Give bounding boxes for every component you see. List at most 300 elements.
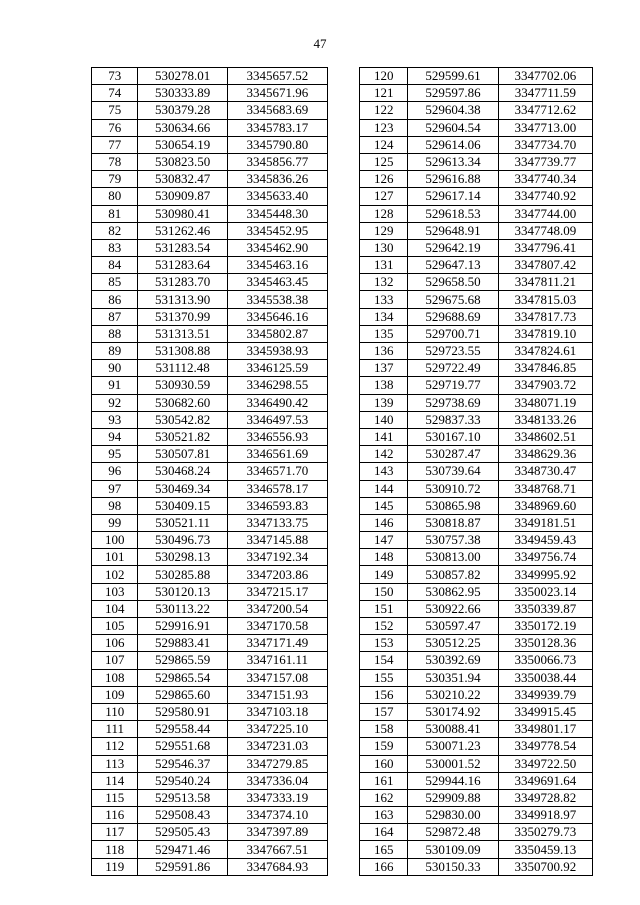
point-number-cell: 101 <box>92 549 138 566</box>
x-coordinate-cell: 530071.23 <box>408 738 498 755</box>
point-number-cell: 93 <box>92 411 138 428</box>
point-number-cell: 120 <box>360 68 408 85</box>
table-row <box>360 549 593 566</box>
table-row <box>92 583 328 600</box>
x-coordinate-cell: 529648.91 <box>408 222 498 239</box>
table-row <box>360 222 593 239</box>
y-coordinate-cell: 3350339.87 <box>498 600 592 617</box>
table-row <box>360 824 593 841</box>
table-row <box>360 532 593 549</box>
y-coordinate-cell: 3346490.42 <box>227 394 327 411</box>
point-number-cell: 94 <box>92 428 138 445</box>
y-coordinate-cell: 3345836.26 <box>227 171 327 188</box>
x-coordinate-cell: 529591.86 <box>138 858 227 875</box>
y-coordinate-cell: 3345683.69 <box>227 102 327 119</box>
point-number-cell: 108 <box>92 669 138 686</box>
y-coordinate-cell: 3347817.73 <box>498 308 592 325</box>
point-number-cell: 77 <box>92 136 138 153</box>
x-coordinate-cell: 530813.00 <box>408 549 498 566</box>
point-number-cell: 97 <box>92 480 138 497</box>
point-number-cell: 100 <box>92 532 138 549</box>
table-row <box>360 428 593 445</box>
page-number: 47 <box>313 36 327 51</box>
y-coordinate-cell: 3347145.88 <box>227 532 327 549</box>
table-row <box>92 858 328 875</box>
table-row <box>92 308 328 325</box>
point-number-cell: 107 <box>92 652 138 669</box>
table-row <box>360 205 593 222</box>
y-coordinate-cell: 3348133.26 <box>498 411 592 428</box>
x-coordinate-cell: 530287.47 <box>408 446 498 463</box>
x-coordinate-cell: 529738.69 <box>408 394 498 411</box>
x-coordinate-cell: 529700.71 <box>408 325 498 342</box>
y-coordinate-cell: 3347133.75 <box>227 514 327 531</box>
point-number-cell: 151 <box>360 600 408 617</box>
y-coordinate-cell: 3345448.30 <box>227 205 327 222</box>
table-row <box>360 858 593 875</box>
y-coordinate-cell: 3347397.89 <box>227 824 327 841</box>
x-coordinate-cell: 530521.11 <box>138 514 227 531</box>
y-coordinate-cell: 3346593.83 <box>227 497 327 514</box>
point-number-cell: 105 <box>92 618 138 635</box>
y-coordinate-cell: 3347824.61 <box>498 343 592 360</box>
point-number-cell: 154 <box>360 652 408 669</box>
point-number-cell: 83 <box>92 239 138 256</box>
y-coordinate-cell: 3349918.97 <box>498 807 592 824</box>
x-coordinate-cell: 529647.13 <box>408 257 498 274</box>
y-coordinate-cell: 3345657.52 <box>227 68 327 85</box>
point-number-cell: 158 <box>360 721 408 738</box>
table-row <box>92 68 328 85</box>
table-row <box>360 291 593 308</box>
table-row <box>92 686 328 703</box>
point-number-cell: 102 <box>92 566 138 583</box>
x-coordinate-cell: 531112.48 <box>138 360 227 377</box>
point-number-cell: 85 <box>92 274 138 291</box>
x-coordinate-cell: 530922.66 <box>408 600 498 617</box>
x-coordinate-cell: 530379.28 <box>138 102 227 119</box>
point-number-cell: 143 <box>360 463 408 480</box>
table-row <box>92 119 328 136</box>
x-coordinate-cell: 529688.69 <box>408 308 498 325</box>
y-coordinate-cell: 3345671.96 <box>227 85 327 102</box>
table-row <box>92 85 328 102</box>
table-row <box>360 68 593 85</box>
point-number-cell: 114 <box>92 772 138 789</box>
y-coordinate-cell: 3347819.10 <box>498 325 592 342</box>
y-coordinate-cell: 3347279.85 <box>227 755 327 772</box>
x-coordinate-cell: 530210.22 <box>408 686 498 703</box>
table-row <box>92 738 328 755</box>
x-coordinate-cell: 529604.38 <box>408 102 498 119</box>
x-coordinate-cell: 529616.88 <box>408 171 498 188</box>
point-number-cell: 163 <box>360 807 408 824</box>
x-coordinate-cell: 530120.13 <box>138 583 227 600</box>
y-coordinate-cell: 3347846.85 <box>498 360 592 377</box>
point-number-cell: 141 <box>360 428 408 445</box>
y-coordinate-cell: 3347811.21 <box>498 274 592 291</box>
x-coordinate-cell: 530597.47 <box>408 618 498 635</box>
point-number-cell: 106 <box>92 635 138 652</box>
y-coordinate-cell: 3346125.59 <box>227 360 327 377</box>
y-coordinate-cell: 3346578.17 <box>227 480 327 497</box>
table-row <box>92 102 328 119</box>
x-coordinate-cell: 530930.59 <box>138 377 227 394</box>
y-coordinate-cell: 3345463.16 <box>227 257 327 274</box>
table-row <box>92 807 328 824</box>
x-coordinate-cell: 529540.24 <box>138 772 227 789</box>
x-coordinate-cell: 529865.60 <box>138 686 227 703</box>
point-number-cell: 148 <box>360 549 408 566</box>
table-row <box>360 721 593 738</box>
x-coordinate-cell: 531283.64 <box>138 257 227 274</box>
x-coordinate-cell: 529513.58 <box>138 789 227 806</box>
point-number-cell: 142 <box>360 446 408 463</box>
table-row <box>92 703 328 720</box>
table-row <box>360 566 593 583</box>
y-coordinate-cell: 3347711.59 <box>498 85 592 102</box>
point-number-cell: 124 <box>360 136 408 153</box>
point-number-cell: 155 <box>360 669 408 686</box>
y-coordinate-cell: 3347712.62 <box>498 102 592 119</box>
point-number-cell: 74 <box>92 85 138 102</box>
x-coordinate-cell: 529546.37 <box>138 755 227 772</box>
table-row <box>92 222 328 239</box>
x-coordinate-cell: 529722.49 <box>408 360 498 377</box>
table-row <box>360 635 593 652</box>
table-row <box>360 119 593 136</box>
point-number-cell: 165 <box>360 841 408 858</box>
x-coordinate-cell: 530167.10 <box>408 428 498 445</box>
point-number-cell: 162 <box>360 789 408 806</box>
table-row <box>360 789 593 806</box>
x-coordinate-cell: 530469.34 <box>138 480 227 497</box>
table-row <box>360 274 593 291</box>
y-coordinate-cell: 3347734.70 <box>498 136 592 153</box>
x-coordinate-cell: 530682.60 <box>138 394 227 411</box>
table-row <box>92 532 328 549</box>
table-row <box>360 136 593 153</box>
table-row <box>92 428 328 445</box>
x-coordinate-cell: 529883.41 <box>138 635 227 652</box>
point-number-cell: 89 <box>92 343 138 360</box>
point-number-cell: 146 <box>360 514 408 531</box>
point-number-cell: 131 <box>360 257 408 274</box>
y-coordinate-cell: 3345452.95 <box>227 222 327 239</box>
y-coordinate-cell: 3350023.14 <box>498 583 592 600</box>
point-number-cell: 80 <box>92 188 138 205</box>
table-row <box>92 411 328 428</box>
x-coordinate-cell: 529865.59 <box>138 652 227 669</box>
x-coordinate-cell: 529642.19 <box>408 239 498 256</box>
y-coordinate-cell: 3345633.40 <box>227 188 327 205</box>
table-row <box>92 755 328 772</box>
table-row <box>360 686 593 703</box>
y-coordinate-cell: 3346571.70 <box>227 463 327 480</box>
y-coordinate-cell: 3349459.43 <box>498 532 592 549</box>
point-number-cell: 121 <box>360 85 408 102</box>
x-coordinate-cell: 529508.43 <box>138 807 227 824</box>
table-row <box>92 841 328 858</box>
x-coordinate-cell: 530823.50 <box>138 153 227 170</box>
coordinate-table-right <box>359 67 593 876</box>
y-coordinate-cell: 3345938.93 <box>227 343 327 360</box>
point-number-cell: 144 <box>360 480 408 497</box>
point-number-cell: 157 <box>360 703 408 720</box>
y-coordinate-cell: 3349778.54 <box>498 738 592 755</box>
x-coordinate-cell: 529837.33 <box>408 411 498 428</box>
x-coordinate-cell: 530832.47 <box>138 171 227 188</box>
y-coordinate-cell: 3349728.82 <box>498 789 592 806</box>
x-coordinate-cell: 530496.73 <box>138 532 227 549</box>
x-coordinate-cell: 530654.19 <box>138 136 227 153</box>
y-coordinate-cell: 3349691.64 <box>498 772 592 789</box>
x-coordinate-cell: 529551.68 <box>138 738 227 755</box>
table-row <box>92 635 328 652</box>
point-number-cell: 75 <box>92 102 138 119</box>
y-coordinate-cell: 3345856.77 <box>227 153 327 170</box>
point-number-cell: 81 <box>92 205 138 222</box>
table-row <box>360 360 593 377</box>
table-row <box>360 738 593 755</box>
table-row <box>360 755 593 772</box>
y-coordinate-cell: 3347796.41 <box>498 239 592 256</box>
table-row <box>360 188 593 205</box>
y-coordinate-cell: 3349995.92 <box>498 566 592 583</box>
x-coordinate-cell: 529580.91 <box>138 703 227 720</box>
x-coordinate-cell: 529719.77 <box>408 377 498 394</box>
table-row <box>360 669 593 686</box>
point-number-cell: 129 <box>360 222 408 239</box>
y-coordinate-cell: 3347684.93 <box>227 858 327 875</box>
y-coordinate-cell: 3347151.93 <box>227 686 327 703</box>
point-number-cell: 82 <box>92 222 138 239</box>
table-row <box>92 669 328 686</box>
y-coordinate-cell: 3350066.73 <box>498 652 592 669</box>
x-coordinate-cell: 530001.52 <box>408 755 498 772</box>
x-coordinate-cell: 530521.82 <box>138 428 227 445</box>
y-coordinate-cell: 3348602.51 <box>498 428 592 445</box>
point-number-cell: 111 <box>92 721 138 738</box>
table-row <box>92 394 328 411</box>
x-coordinate-cell: 529613.34 <box>408 153 498 170</box>
x-coordinate-cell: 530739.64 <box>408 463 498 480</box>
y-coordinate-cell: 3349181.51 <box>498 514 592 531</box>
table-row <box>360 618 593 635</box>
point-number-cell: 164 <box>360 824 408 841</box>
y-coordinate-cell: 3348969.60 <box>498 497 592 514</box>
x-coordinate-cell: 530757.38 <box>408 532 498 549</box>
y-coordinate-cell: 3347815.03 <box>498 291 592 308</box>
table-row <box>360 807 593 824</box>
table-row <box>360 600 593 617</box>
x-coordinate-cell: 529597.86 <box>408 85 498 102</box>
table-row <box>92 789 328 806</box>
point-number-cell: 159 <box>360 738 408 755</box>
y-coordinate-cell: 3345790.80 <box>227 136 327 153</box>
y-coordinate-cell: 3347171.49 <box>227 635 327 652</box>
point-number-cell: 117 <box>92 824 138 841</box>
table-row <box>92 463 328 480</box>
point-number-cell: 125 <box>360 153 408 170</box>
table-row <box>360 308 593 325</box>
x-coordinate-cell: 530150.33 <box>408 858 498 875</box>
table-row <box>92 772 328 789</box>
x-coordinate-cell: 529944.16 <box>408 772 498 789</box>
y-coordinate-cell: 3347807.42 <box>498 257 592 274</box>
point-number-cell: 109 <box>92 686 138 703</box>
y-coordinate-cell: 3346497.53 <box>227 411 327 428</box>
point-number-cell: 88 <box>92 325 138 342</box>
table-row <box>360 257 593 274</box>
point-number-cell: 104 <box>92 600 138 617</box>
table-row <box>92 652 328 669</box>
x-coordinate-cell: 530298.13 <box>138 549 227 566</box>
table-row <box>92 188 328 205</box>
x-coordinate-cell: 529614.06 <box>408 136 498 153</box>
point-number-cell: 112 <box>92 738 138 755</box>
table-row <box>92 600 328 617</box>
x-coordinate-cell: 529618.53 <box>408 205 498 222</box>
x-coordinate-cell: 530634.66 <box>138 119 227 136</box>
y-coordinate-cell: 3347739.77 <box>498 153 592 170</box>
point-number-cell: 138 <box>360 377 408 394</box>
y-coordinate-cell: 3347667.51 <box>227 841 327 858</box>
y-coordinate-cell: 3345538.38 <box>227 291 327 308</box>
y-coordinate-cell: 3345462.90 <box>227 239 327 256</box>
table-row <box>92 136 328 153</box>
y-coordinate-cell: 3347200.54 <box>227 600 327 617</box>
y-coordinate-cell: 3348629.36 <box>498 446 592 463</box>
point-number-cell: 96 <box>92 463 138 480</box>
point-number-cell: 95 <box>92 446 138 463</box>
x-coordinate-cell: 531283.70 <box>138 274 227 291</box>
table-row <box>92 343 328 360</box>
x-coordinate-cell: 530278.01 <box>138 68 227 85</box>
point-number-cell: 122 <box>360 102 408 119</box>
table-row <box>360 171 593 188</box>
y-coordinate-cell: 3347333.19 <box>227 789 327 806</box>
point-number-cell: 128 <box>360 205 408 222</box>
point-number-cell: 116 <box>92 807 138 824</box>
x-coordinate-cell: 530909.87 <box>138 188 227 205</box>
table-row <box>92 257 328 274</box>
y-coordinate-cell: 3347192.34 <box>227 549 327 566</box>
table-row <box>360 394 593 411</box>
point-number-cell: 134 <box>360 308 408 325</box>
table-row <box>360 85 593 102</box>
y-coordinate-cell: 3348071.19 <box>498 394 592 411</box>
table-row <box>92 325 328 342</box>
point-number-cell: 149 <box>360 566 408 583</box>
point-number-cell: 133 <box>360 291 408 308</box>
point-number-cell: 103 <box>92 583 138 600</box>
y-coordinate-cell: 3348768.71 <box>498 480 592 497</box>
x-coordinate-cell: 530174.92 <box>408 703 498 720</box>
y-coordinate-cell: 3349756.74 <box>498 549 592 566</box>
table-row <box>92 721 328 738</box>
point-number-cell: 152 <box>360 618 408 635</box>
table-row <box>360 239 593 256</box>
x-coordinate-cell: 529675.68 <box>408 291 498 308</box>
y-coordinate-cell: 3347157.08 <box>227 669 327 686</box>
y-coordinate-cell: 3348730.47 <box>498 463 592 480</box>
table-row <box>92 274 328 291</box>
x-coordinate-cell: 529471.46 <box>138 841 227 858</box>
table-row <box>360 446 593 463</box>
x-coordinate-cell: 530285.88 <box>138 566 227 583</box>
x-coordinate-cell: 529872.48 <box>408 824 498 841</box>
table-row <box>92 514 328 531</box>
table-row <box>92 171 328 188</box>
table-row <box>92 566 328 583</box>
table-row <box>92 239 328 256</box>
x-coordinate-cell: 529723.55 <box>408 343 498 360</box>
table-row <box>92 360 328 377</box>
table-row <box>92 480 328 497</box>
point-number-cell: 90 <box>92 360 138 377</box>
point-number-cell: 140 <box>360 411 408 428</box>
point-number-cell: 153 <box>360 635 408 652</box>
point-number-cell: 123 <box>360 119 408 136</box>
y-coordinate-cell: 3350128.36 <box>498 635 592 652</box>
x-coordinate-cell: 530113.22 <box>138 600 227 617</box>
x-coordinate-cell: 529909.88 <box>408 789 498 806</box>
point-number-cell: 161 <box>360 772 408 789</box>
x-coordinate-cell: 529658.50 <box>408 274 498 291</box>
x-coordinate-cell: 529599.61 <box>408 68 498 85</box>
x-coordinate-cell: 529916.91 <box>138 618 227 635</box>
point-number-cell: 73 <box>92 68 138 85</box>
point-number-cell: 160 <box>360 755 408 772</box>
point-number-cell: 91 <box>92 377 138 394</box>
y-coordinate-cell: 3347713.00 <box>498 119 592 136</box>
point-number-cell: 86 <box>92 291 138 308</box>
table-row <box>92 377 328 394</box>
point-number-cell: 119 <box>92 858 138 875</box>
table-row <box>360 497 593 514</box>
x-coordinate-cell: 530088.41 <box>408 721 498 738</box>
x-coordinate-cell: 530910.72 <box>408 480 498 497</box>
point-number-cell: 78 <box>92 153 138 170</box>
y-coordinate-cell: 3349939.79 <box>498 686 592 703</box>
y-coordinate-cell: 3345646.16 <box>227 308 327 325</box>
table-row <box>360 841 593 858</box>
table-row <box>360 703 593 720</box>
point-number-cell: 118 <box>92 841 138 858</box>
table-row <box>360 377 593 394</box>
y-coordinate-cell: 3347225.10 <box>227 721 327 738</box>
point-number-cell: 150 <box>360 583 408 600</box>
x-coordinate-cell: 531370.99 <box>138 308 227 325</box>
point-number-cell: 98 <box>92 497 138 514</box>
table-row <box>92 824 328 841</box>
x-coordinate-cell: 530857.82 <box>408 566 498 583</box>
point-number-cell: 166 <box>360 858 408 875</box>
x-coordinate-cell: 530409.15 <box>138 497 227 514</box>
point-number-cell: 137 <box>360 360 408 377</box>
y-coordinate-cell: 3347740.34 <box>498 171 592 188</box>
x-coordinate-cell: 529617.14 <box>408 188 498 205</box>
x-coordinate-cell: 529865.54 <box>138 669 227 686</box>
point-number-cell: 87 <box>92 308 138 325</box>
x-coordinate-cell: 531313.90 <box>138 291 227 308</box>
point-number-cell: 139 <box>360 394 408 411</box>
point-number-cell: 147 <box>360 532 408 549</box>
y-coordinate-cell: 3347215.17 <box>227 583 327 600</box>
y-coordinate-cell: 3347231.03 <box>227 738 327 755</box>
table-row <box>92 205 328 222</box>
